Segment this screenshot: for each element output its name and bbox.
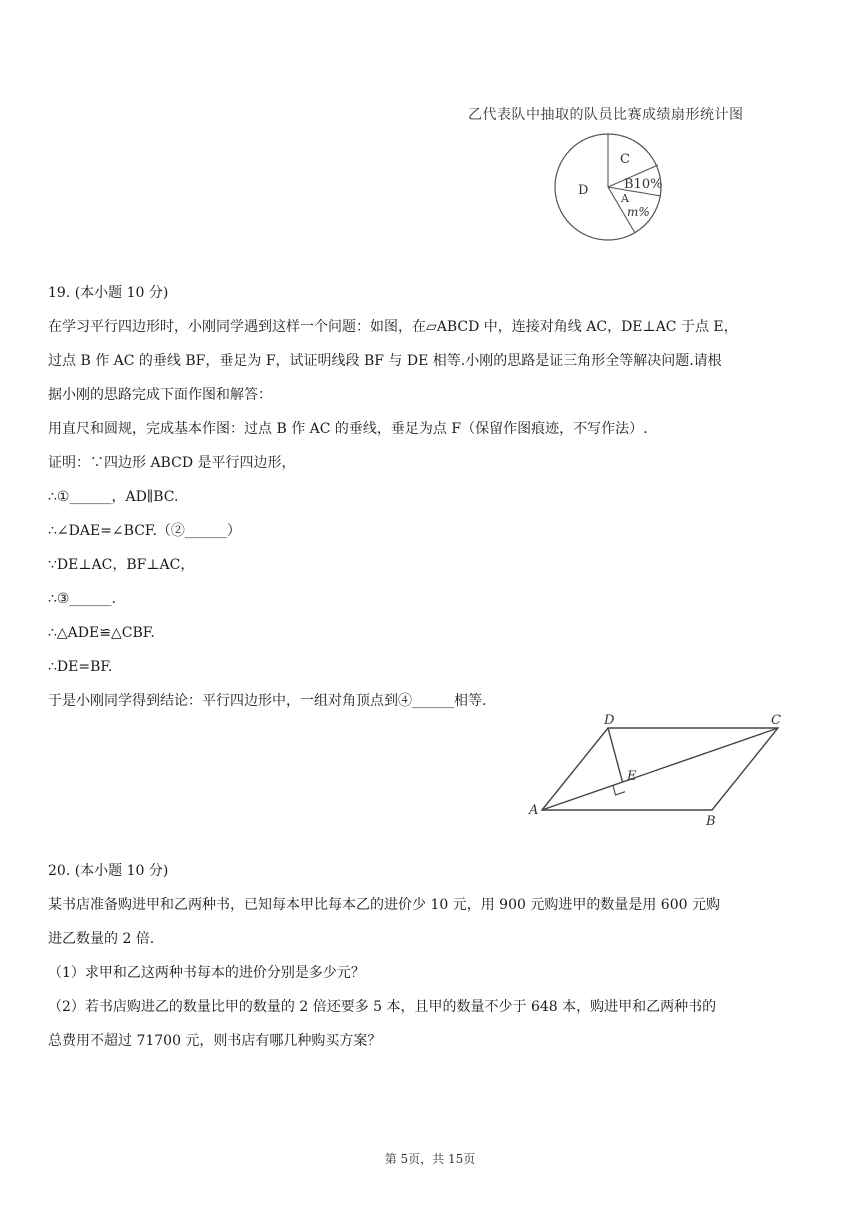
q20-line-5: 总费用不超过 71700 元，则书店有哪几种购买方案？ [48,1033,382,1049]
q19-line-5: 证明：∵四边形 ABCD 是平行四边形， [48,455,296,471]
right-angle-mark [613,785,625,795]
label-b: B [706,814,716,829]
page-footer: 第 5页，共 15页 [384,1152,476,1166]
pie-label-m: m% [627,205,650,219]
pie-label-c: C [620,152,630,167]
label-e: E [627,769,637,784]
q19-line-7: ∴∠DAE=∠BCF.（②______） [48,523,241,539]
pie-label-a: A [621,192,629,205]
diagonal-ac [542,728,778,810]
parallelogram-figure [520,708,790,833]
q19-line-9: ∴③______. [48,591,116,607]
pie-chart [548,130,668,250]
q20-line-1: 某书店准备购进甲和乙两种书，已知每本甲比每本乙的进价少 10 元，用 900 元购进甲的数量是用 600 元购 [48,897,720,913]
q19-line-10: ∴△ADE≌△CBF. [48,625,155,641]
q19-line-11: ∴DE=BF. [48,659,113,675]
q19-line-2: 过点 B 作 AC 的垂线 BF，垂足为 F，试证明线段 BF 与 DE 相等.小刚的思路是证三角形全等解决问题.请根 [48,353,722,369]
q19-line-1: 在学习平行四边形时，小刚同学遇到这样一个问题：如图，在▱ABCD 中，连接对角线 AC，DE⊥AC 于点 E， [48,319,738,335]
q19-heading: 19. (本小题 10 分) [48,285,169,301]
q19-line-6: ∴①______，AD∥BC. [48,489,179,505]
q19-line-8: ∵DE⊥AC，BF⊥AC， [48,557,195,573]
label-a: A [529,803,539,818]
label-c: C [771,713,781,728]
label-d: D [604,713,615,728]
q20-heading: 20. (本小题 10 分) [48,863,169,879]
q20-line-4: （2）若书店购进乙的数量比甲的数量的 2 倍还要多 5 本，且甲的数量不少于 648 本，购进甲和乙两种书的 [48,999,717,1015]
pie-label-d: D [578,183,589,198]
pie-chart-title: 乙代表队中抽取的队员比赛成绩扇形统计图 [468,107,744,123]
segment-de [608,728,623,782]
pie-label-b: B10% [624,177,663,192]
q19-line-3: 据小刚的思路完成下面作图和解答： [48,387,272,403]
q20-line-3: （1）求甲和乙这两种书每本的进价分别是多少元？ [48,965,365,981]
q19-line-12: 于是小刚同学得到结论：平行四边形中，一组对角顶点到④______相等. [48,693,487,709]
q19-line-4: 用直尺和圆规，完成基本作图：过点 B 作 AC 的垂线，垂足为点 F（保留作图痕迹，不写作法）. [48,421,648,437]
q20-line-2: 进乙数量的 2 倍. [48,931,155,947]
